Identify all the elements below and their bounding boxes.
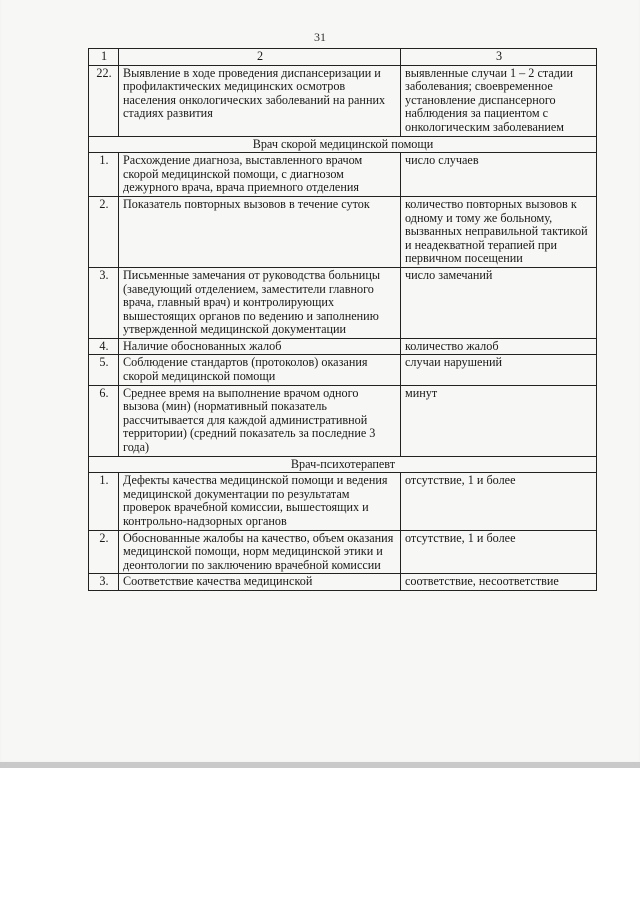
section-row bbox=[89, 136, 597, 153]
measure-text: отсутствие, 1 и более bbox=[401, 473, 597, 530]
criterion-text: Выявление в ходе проведения диспансеризации и профилактических медицинских осмотров населения онкологических заболеваний на ранних стадиях развития bbox=[119, 65, 401, 136]
table-row bbox=[89, 196, 597, 267]
table-row bbox=[89, 530, 597, 574]
header-row bbox=[89, 49, 597, 66]
measure-text: число случаев bbox=[401, 153, 597, 197]
criterion-text: Наличие обоснованных жалоб bbox=[119, 338, 401, 355]
table-row bbox=[89, 153, 597, 197]
measure-text: выявленные случаи 1 – 2 стадии заболевания; своевременное установление диспансерного наблюдения за пациентом с онкологическим заболеванием bbox=[401, 65, 597, 136]
measure-text: отсутствие, 1 и более bbox=[401, 530, 597, 574]
row-number: 22. bbox=[89, 65, 119, 136]
section-row bbox=[89, 456, 597, 473]
criterion-text: Соблюдение стандартов (протоколов) оказания скорой медицинской помощи bbox=[119, 355, 401, 385]
criterion-text: Письменные замечания от руководства больницы (заведующий отделением, заместители главного врача, главный врач) и контролирующих вышестоящих органов по ведению и заполнению утвержденной медицинской документации bbox=[119, 267, 401, 338]
header-cell-2: 2 bbox=[119, 49, 401, 66]
row-number: 2. bbox=[89, 196, 119, 267]
row-number: 4. bbox=[89, 338, 119, 355]
criteria-table bbox=[88, 48, 597, 591]
header-cell-1: 1 bbox=[89, 49, 119, 66]
row-number: 1. bbox=[89, 473, 119, 530]
measure-text: количество повторных вызовов к одному и тому же больному, вызванных неправильной тактикой и неадекватной терапией при первичном посещении bbox=[401, 196, 597, 267]
criterion-text: Соответствие качества медицинской bbox=[119, 574, 401, 591]
measure-text: случаи нарушений bbox=[401, 355, 597, 385]
criterion-text: Обоснованные жалобы на качество, объем оказания медицинской помощи, норм медицинской этики и деонтологии по заключению врачебной комиссии bbox=[119, 530, 401, 574]
table-row bbox=[89, 338, 597, 355]
row-number: 2. bbox=[89, 530, 119, 574]
measure-text: минут bbox=[401, 385, 597, 456]
table-row bbox=[89, 473, 597, 530]
table-row bbox=[89, 65, 597, 136]
criterion-text: Дефекты качества медицинской помощи и ведения медицинской документации по результатам проверок врачебной комиссии, вышестоящих и контрольно-надзорных органов bbox=[119, 473, 401, 530]
row-number: 1. bbox=[89, 153, 119, 197]
table-row bbox=[89, 267, 597, 338]
measure-text: соответствие, несоответствие bbox=[401, 574, 597, 591]
row-number: 3. bbox=[89, 267, 119, 338]
criterion-text: Среднее время на выполнение врачом одного вызова (мин) (нормативный показатель рассчитывается для каждой административной территории) (средний показатель за последние 3 года) bbox=[119, 385, 401, 456]
table-row bbox=[89, 355, 597, 385]
criterion-text: Расхождение диагноза, выставленного врачом скорой медицинской помощи, с диагнозом дежурного врача, врача приемного отделения bbox=[119, 153, 401, 197]
row-number: 6. bbox=[89, 385, 119, 456]
table-row bbox=[89, 574, 597, 591]
section-title: Врач скорой медицинской помощи bbox=[89, 136, 597, 153]
measure-text: число замечаний bbox=[401, 267, 597, 338]
page-number: 31 bbox=[314, 30, 326, 44]
section-title: Врач-психотерапевт bbox=[89, 456, 597, 473]
header-cell-3: 3 bbox=[401, 49, 597, 66]
row-number: 3. bbox=[89, 574, 119, 591]
criterion-text: Показатель повторных вызовов в течение суток bbox=[119, 196, 401, 267]
table-row bbox=[89, 385, 597, 456]
row-number: 5. bbox=[89, 355, 119, 385]
measure-text: количество жалоб bbox=[401, 338, 597, 355]
